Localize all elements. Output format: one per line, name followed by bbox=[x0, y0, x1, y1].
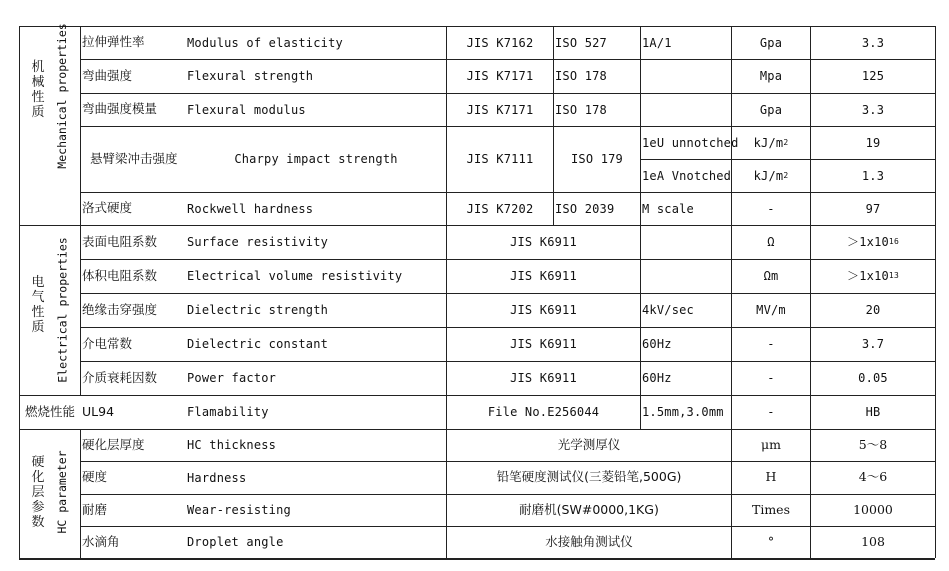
jis-standard bbox=[448, 26, 552, 59]
property-name-en-text: Rockwell hardness bbox=[187, 201, 314, 216]
unit-superscript: 2 bbox=[783, 137, 789, 147]
property-name-cn-text: 弯曲强度模量 bbox=[82, 101, 158, 117]
property-name-en bbox=[187, 93, 445, 126]
property-name-en-text: Hardness bbox=[187, 470, 247, 485]
unit bbox=[733, 526, 809, 558]
property-name-en bbox=[187, 494, 445, 526]
unit bbox=[733, 461, 809, 494]
property-name-en-text: Modulus of elasticity bbox=[187, 35, 343, 50]
property-name-cn-text: 水滴角 bbox=[82, 533, 120, 549]
test-method-text: JIS K6911 bbox=[510, 303, 577, 317]
test-condition-text: 1eA Vnotched bbox=[642, 168, 732, 183]
property-name-en-text: Power factor bbox=[187, 371, 277, 385]
value-text: 20 bbox=[865, 303, 881, 317]
property-name-en-text: Flexural strength bbox=[187, 69, 314, 83]
test-method bbox=[448, 395, 639, 429]
property-name-en bbox=[187, 225, 445, 259]
right-border bbox=[935, 26, 936, 558]
value bbox=[812, 293, 934, 327]
property-name-cn-text: 悬臂梁冲击强度 bbox=[90, 150, 178, 166]
test-method-text: JIS K6911 bbox=[510, 337, 577, 351]
property-name-cn bbox=[82, 395, 184, 429]
unit bbox=[733, 395, 809, 429]
property-name-cn-text: 体积电阻系数 bbox=[82, 267, 158, 283]
iso-standard bbox=[555, 59, 639, 93]
unit bbox=[733, 93, 809, 126]
group-column-divider bbox=[80, 26, 81, 395]
property-name-cn-text: 拉伸弹性率 bbox=[82, 34, 145, 50]
test-method-text: JIS K6911 bbox=[510, 269, 577, 283]
unit bbox=[733, 293, 809, 327]
iso-standard bbox=[555, 126, 639, 192]
jis-standard-text: JIS K7111 bbox=[466, 152, 534, 166]
property-name-cn bbox=[82, 461, 184, 494]
iso-standard-text: ISO 178 bbox=[555, 69, 607, 83]
unit bbox=[733, 259, 809, 293]
value-text: 108 bbox=[861, 533, 885, 549]
property-name-en-text: HC thickness bbox=[187, 438, 277, 452]
unit-text: MV/m bbox=[756, 303, 786, 317]
unit bbox=[733, 126, 809, 159]
value bbox=[812, 26, 934, 59]
test-method bbox=[448, 361, 639, 395]
value-text: ＞1x10 bbox=[847, 235, 889, 249]
value bbox=[812, 159, 934, 192]
group-label-cn: 硬 化 层 参 数 bbox=[31, 454, 45, 530]
test-method bbox=[448, 429, 730, 461]
value-text: 3.3 bbox=[861, 35, 885, 50]
unit-superscript: 2 bbox=[783, 170, 789, 180]
column-divider bbox=[810, 26, 811, 558]
unit bbox=[733, 225, 809, 259]
property-name-en-text: Dielectric strength bbox=[187, 303, 329, 317]
group-label-en: HC parameter bbox=[55, 450, 69, 534]
test-condition bbox=[642, 159, 730, 192]
value bbox=[812, 526, 934, 558]
test-method-text: JIS K6911 bbox=[510, 371, 577, 385]
unit-text: Ωm bbox=[763, 269, 779, 283]
value bbox=[812, 59, 934, 93]
test-method bbox=[448, 327, 639, 361]
test-method bbox=[448, 526, 730, 558]
iso-standard bbox=[555, 192, 639, 225]
iso-standard-text: ISO 2039 bbox=[555, 201, 615, 216]
value bbox=[812, 225, 934, 259]
unit-text: Ω bbox=[767, 235, 775, 249]
property-name-en bbox=[187, 26, 445, 59]
test-method-text: 耐磨机(SW#0000,1KG) bbox=[519, 501, 659, 517]
test-method bbox=[448, 494, 730, 526]
value bbox=[812, 327, 934, 361]
property-name-cn-text: 介电常数 bbox=[82, 335, 133, 351]
value bbox=[812, 93, 934, 126]
property-name-cn-text: 介质衰耗因数 bbox=[82, 369, 158, 385]
property-name-en bbox=[187, 429, 445, 461]
unit bbox=[733, 192, 809, 225]
test-method bbox=[448, 293, 639, 327]
table-bottom-border bbox=[19, 558, 935, 560]
unit-text: - bbox=[767, 371, 775, 385]
property-name-cn bbox=[82, 225, 184, 259]
unit bbox=[733, 59, 809, 93]
property-name-cn bbox=[82, 59, 184, 93]
property-name-cn bbox=[82, 293, 184, 327]
test-condition bbox=[642, 59, 730, 93]
group-label-en: Mechanical properties bbox=[55, 23, 69, 169]
test-condition bbox=[642, 293, 730, 327]
unit-text: H bbox=[765, 469, 777, 485]
property-name-en bbox=[187, 293, 445, 327]
value-text: 19 bbox=[865, 135, 881, 150]
test-condition bbox=[642, 361, 730, 395]
property-name-en-text: Droplet angle bbox=[187, 535, 284, 549]
test-condition bbox=[642, 126, 739, 159]
value bbox=[812, 461, 934, 494]
unit-text: μm bbox=[761, 436, 781, 452]
iso-standard bbox=[555, 26, 639, 59]
unit-text: - bbox=[767, 337, 775, 351]
column-divider bbox=[640, 26, 641, 429]
test-condition-text: 60Hz bbox=[642, 371, 672, 385]
value bbox=[812, 395, 934, 429]
property-name-cn-text: 耐磨 bbox=[82, 501, 108, 517]
test-condition-text: 1.5mm,3.0mm bbox=[642, 405, 724, 419]
value-superscript: 13 bbox=[888, 271, 899, 280]
left-border bbox=[19, 26, 20, 558]
test-method-text: 光学测厚仪 bbox=[557, 436, 621, 452]
test-condition bbox=[642, 93, 730, 126]
property-name-cn bbox=[82, 259, 184, 293]
unit-text: Gpa bbox=[759, 102, 783, 117]
property-name-en bbox=[187, 192, 445, 225]
test-condition-text: 4kV/sec bbox=[642, 303, 694, 317]
value-text: 3.3 bbox=[861, 102, 885, 117]
jis-standard bbox=[448, 126, 552, 192]
property-name-cn bbox=[82, 192, 184, 225]
property-name-en-text: Surface resistivity bbox=[187, 235, 329, 249]
value-superscript: 16 bbox=[888, 237, 899, 246]
unit-text: Times bbox=[751, 501, 790, 517]
test-condition-text: 1eU unnotched bbox=[642, 135, 739, 150]
property-name-en bbox=[187, 259, 445, 293]
group-label-cn: 电 气 性 质 bbox=[31, 275, 45, 335]
property-name-en-text: Flamability bbox=[187, 405, 269, 419]
iso-standard-text: ISO 527 bbox=[555, 35, 607, 50]
test-method-text: 水接触角测试仪 bbox=[545, 533, 633, 549]
property-name-en bbox=[187, 461, 445, 494]
property-name-cn-text: 表面电阻系数 bbox=[82, 233, 158, 249]
group-label-flame: 燃烧性能 bbox=[24, 403, 75, 419]
group-column-divider bbox=[80, 429, 81, 558]
column-divider bbox=[731, 26, 732, 558]
jis-standard bbox=[448, 59, 552, 93]
property-name-en-text: Dielectric constant bbox=[187, 337, 329, 351]
value-text: 125 bbox=[861, 69, 885, 83]
unit-text: - bbox=[767, 405, 775, 419]
value-text: 0.05 bbox=[858, 371, 888, 385]
unit bbox=[733, 159, 809, 192]
property-name-en bbox=[187, 327, 445, 361]
property-name-en-text: Electrical volume resistivity bbox=[187, 269, 403, 283]
value-text: 3.7 bbox=[861, 337, 885, 351]
unit bbox=[733, 429, 809, 461]
value bbox=[812, 259, 934, 293]
column-divider bbox=[553, 26, 554, 192]
test-condition-text: M scale bbox=[642, 201, 694, 216]
property-name-cn bbox=[82, 93, 184, 126]
value-text: 5～8 bbox=[858, 436, 888, 452]
test-condition bbox=[642, 26, 730, 59]
property-name-en bbox=[187, 526, 445, 558]
unit-text: Gpa bbox=[759, 35, 783, 50]
jis-standard-text: JIS K7202 bbox=[466, 201, 534, 216]
unit bbox=[733, 26, 809, 59]
test-condition bbox=[642, 327, 730, 361]
iso-standard bbox=[555, 93, 639, 126]
property-name-en-text: Charpy impact strength bbox=[234, 152, 398, 166]
property-name-en-text: Flexural modulus bbox=[187, 102, 306, 117]
property-name-cn bbox=[82, 126, 192, 192]
value-text: 4～6 bbox=[858, 469, 888, 485]
test-condition bbox=[642, 192, 730, 225]
property-name-cn bbox=[82, 361, 184, 395]
value-text: ＞1x10 bbox=[847, 269, 889, 283]
test-method-text: JIS K6911 bbox=[510, 235, 577, 249]
unit-text: ° bbox=[767, 533, 775, 549]
property-name-cn bbox=[82, 429, 184, 461]
property-name-cn-text: 硬化层厚度 bbox=[82, 436, 145, 452]
unit bbox=[733, 361, 809, 395]
test-method-text: File No.E256044 bbox=[487, 405, 600, 419]
property-name-cn-text: 硬度 bbox=[82, 469, 108, 485]
jis-standard-text: JIS K7162 bbox=[466, 35, 534, 50]
property-name-cn-text: 弯曲强度 bbox=[82, 67, 133, 83]
unit-text: kJ/m bbox=[753, 168, 784, 183]
test-method-text: 铅笔硬度测试仪(三菱铅笔,500G) bbox=[496, 469, 682, 485]
value bbox=[812, 429, 934, 461]
jis-standard-text: JIS K7171 bbox=[466, 102, 534, 117]
property-name-cn bbox=[82, 494, 184, 526]
jis-standard bbox=[448, 192, 552, 225]
value bbox=[812, 494, 934, 526]
value-text: 10000 bbox=[853, 501, 893, 517]
test-condition bbox=[642, 225, 730, 259]
test-condition bbox=[642, 395, 730, 429]
value bbox=[812, 126, 934, 159]
property-name-cn-text: 洛式硬度 bbox=[82, 200, 133, 216]
column-divider bbox=[553, 192, 554, 225]
unit-text: - bbox=[767, 201, 775, 216]
value-text: 97 bbox=[865, 201, 881, 216]
property-name-cn bbox=[82, 327, 184, 361]
jis-standard bbox=[448, 93, 552, 126]
property-name-en bbox=[187, 59, 445, 93]
unit-text: Mpa bbox=[759, 69, 783, 83]
test-method bbox=[448, 225, 639, 259]
iso-standard-text: ISO 178 bbox=[555, 102, 607, 117]
test-method bbox=[448, 461, 730, 494]
group-label-en: Electrical properties bbox=[55, 237, 69, 383]
test-condition-text: 60Hz bbox=[642, 337, 672, 351]
unit bbox=[733, 494, 809, 526]
value-text: 1.3 bbox=[861, 168, 885, 183]
property-name-en bbox=[187, 126, 445, 192]
property-name-cn-text: 绝缘击穿强度 bbox=[82, 301, 158, 317]
column-divider bbox=[446, 26, 447, 558]
value-text: HB bbox=[865, 405, 881, 419]
property-name-en bbox=[187, 395, 445, 429]
property-name-en-text: Wear-resisting bbox=[187, 503, 291, 517]
property-name-cn bbox=[82, 26, 184, 59]
test-method bbox=[448, 259, 639, 293]
property-name-cn bbox=[82, 526, 184, 558]
property-name-cn-text: UL94 bbox=[82, 403, 115, 419]
value bbox=[812, 192, 934, 225]
unit-text: kJ/m bbox=[753, 135, 784, 150]
property-name-en bbox=[187, 361, 445, 395]
test-condition bbox=[642, 259, 730, 293]
group-label-cn: 机 械 性 质 bbox=[31, 60, 45, 120]
value bbox=[812, 361, 934, 395]
unit bbox=[733, 327, 809, 361]
test-condition-text: 1A/1 bbox=[642, 35, 672, 50]
jis-standard-text: JIS K7171 bbox=[466, 69, 534, 83]
iso-standard-text: ISO 179 bbox=[571, 152, 623, 166]
